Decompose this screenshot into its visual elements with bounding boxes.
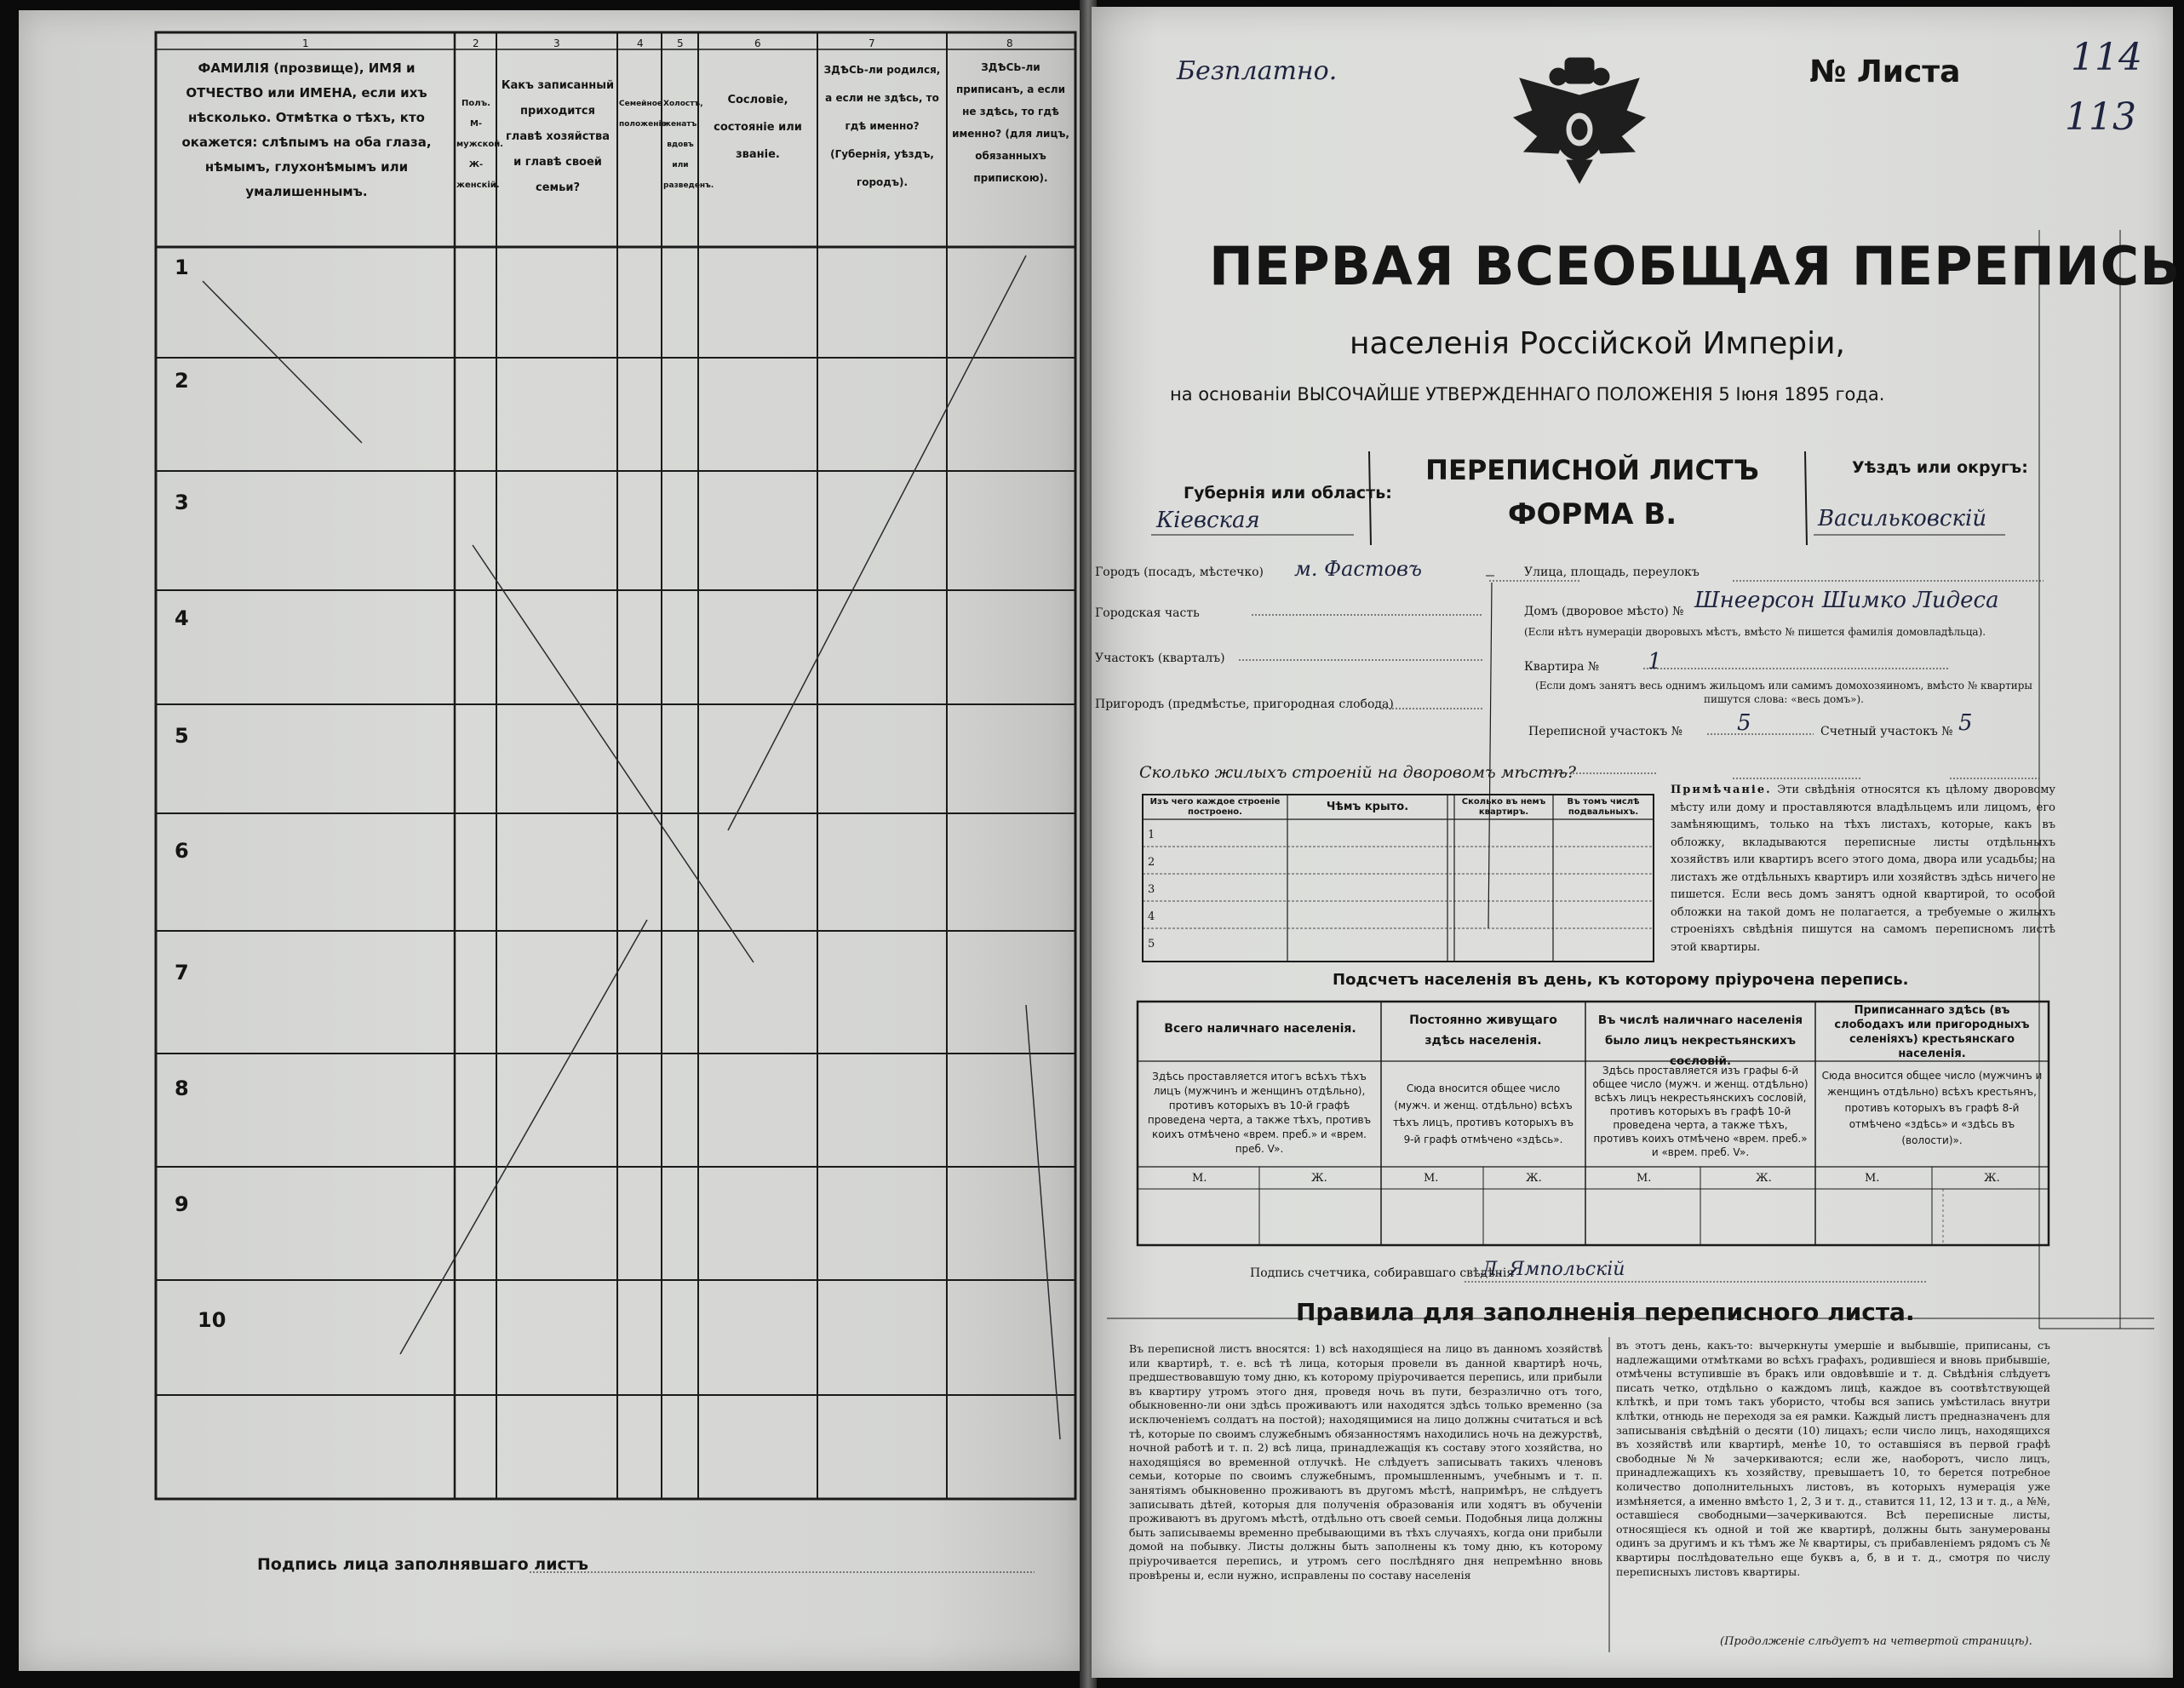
buildings-header-material: Изъ чего каждое строеніе построено. [1149, 797, 1281, 817]
column-number: 2 [473, 37, 479, 49]
column-number: 1 [302, 37, 309, 49]
sheet-number-handwritten: 114 [2071, 36, 2142, 79]
buildings-row-number: 1 [1148, 829, 1155, 841]
row-number: 4 [175, 606, 189, 630]
buildings-row-number: 2 [1148, 856, 1155, 869]
buildings-header-apartments: Сколько въ немъ квартиръ. [1461, 797, 1546, 817]
count-desc-non-peasant: Здѣсь проставляется изъ графы 6-й общее число (мужч. и женщ. отдѣльно) всѣхъ лицъ некрестьянскихъ сословій, противъ которыхъ въ графѣ 10-й проведена черта, а также тѣхъ, противъ коихъ отмѣчено «врем. преб.» и «врем. преб. V». [1592, 1065, 1809, 1158]
buildings-header-basement: Въ томъ числѣ подвальныхъ. [1567, 797, 1640, 817]
signature-label: Подпись лица заполнявшаго листъ [257, 1555, 589, 1574]
col1-header: ФАМИЛІЯ (прозвище), ИМЯ и ОТЧЕСТВО или ИМЕНА, если ихъ нѣсколько. Отмѣтка о тѣхъ, кто окажется: слѣпымъ на оба глаза, нѣмымъ, глухонѣмымъ или умалишеннымъ. [181, 60, 432, 199]
row-number: 6 [175, 839, 189, 863]
buildings-header-roof: Чѣмъ крыто. [1326, 801, 1409, 813]
col2-header: Полъ. М-мужской. Ж-женскій. [456, 99, 504, 190]
col4-header: Семейное положеніе [619, 100, 667, 129]
count-desc-peasant: Сюда вносится общее число (мужчинъ и женщинъ отдѣльно) всѣхъ крестьянъ, противъ которыхъ въ графѣ 8-й отмѣчено «здѣсь» и «здѣсь въ (волости)». [1821, 1070, 2043, 1146]
col8-header: ЗДѢСЬ-ли приписанъ, а если не здѣсь, то гдѣ именно? (для лицъ, обязанныхъ припискою). [952, 61, 1069, 184]
buildings-row-number: 3 [1148, 883, 1155, 896]
row-number: 10 [198, 1308, 226, 1332]
prigorod-label: Пригородъ (предмѣстье, пригородная слобода) [1095, 698, 1394, 711]
col7-header: ЗДѢСЬ-ли родился, а если не здѣсь, то гдѣ именно? (Губернія, уѣздъ, городъ). [823, 64, 941, 188]
col3-header: Какъ записанный приходится главѣ хозяйства и главѣ своей семьи? [501, 79, 615, 194]
column-number: 3 [553, 37, 560, 49]
buildings-question: Сколько жилыхъ строеній на дворовомъ мѣстѣ? [1139, 763, 1576, 782]
row-number: 1 [175, 255, 189, 279]
sheet-number-handwritten-second: 113 [2065, 95, 2136, 139]
column-number: 7 [868, 37, 875, 49]
uezd-value: Васильковскій [1818, 506, 1987, 531]
count-header-permanent: Постоянно живущаго здѣсь населенія. [1409, 1013, 1557, 1048]
count-m-label: М. [1192, 1172, 1207, 1185]
kvartira-value: 1 [1648, 649, 1662, 675]
row-number: 5 [175, 724, 189, 748]
count-title: Подсчетъ населенія въ день, къ которому пріурочена перепись. [1333, 971, 1909, 989]
perepisnoy-uchastok-label: Переписной участокъ № [1528, 725, 1682, 738]
dom-label: Домъ (дворовое мѣсто) № [1524, 605, 1684, 618]
count-header-non-peasant: Въ числѣ наличнаго населенія было лицъ некрестьянскихъ сословій. [1597, 1013, 1803, 1068]
gorod-label: Городъ (посадъ, мѣстечко) [1095, 566, 1264, 579]
count-zh-label: Ж. [1526, 1172, 1542, 1185]
perepisnoy-uchastok-value: 5 [1737, 710, 1751, 736]
row-number: 2 [175, 369, 189, 393]
col6-header: Сословіе, состояніе или званіе. [714, 94, 802, 161]
column-number: 4 [637, 37, 644, 49]
note-text: Эти свѣдѣнія относятся къ цѣлому дворовому мѣсту или дому и проставляются владѣльцемъ или лицомъ, его замѣняющимъ, только на тѣхъ листахъ, которые, какъ въ обложку, вкладываются переписные листы отдѣльныхъ хозяйствъ или квартиръ всего этого дома, двора или усадьбы; на листахъ же отдѣльныхъ квартиръ или хозяйствъ здѣсь ничего не пишется. Если весь домъ занятъ одной квартирой, то особой обложки на такой домъ не полагается, а требуемые о жилыхъ строеніяхъ свѣдѣнія пишутся на самомъ переписномъ листѣ этой квартиры. [1671, 784, 2055, 954]
count-header-peasant: Приписаннаго здѣсь (въ слободахъ или пригородныхъ селеніяхъ) крестьянскаго населенія. [1834, 1004, 2030, 1060]
counter-signature-value: Л. Ямпольскій [1482, 1259, 1625, 1280]
row-number: 8 [175, 1077, 189, 1100]
row-number: 9 [175, 1192, 189, 1216]
uezd-label: Уѣздъ или округъ: [1852, 458, 2028, 477]
rules-column-2: въ этотъ день, какъ-то: вычеркнуты умершіе и выбывшіе, приписаны, съ надлежащими отмѣтками во всѣхъ графахъ, родившіеся и вновь прибывшіе, отмѣчены вступившіе въ бракъ или овдовѣвшіе и т. д. Свѣдѣнія слѣдуетъ писать четко, отдѣльно о каждомъ лицѣ, каждое въ соотвѣтствующей клѣткѣ, и при томъ такъ убористо, чтобы вся запись умѣстилась внутри клѣтки, отнюдь не переходя за ея рамки. Каждый листъ предназначенъ для записыванія свѣдѣній о десяти (10) лицахъ; если число лицъ, находящихся въ хозяйствѣ или квартирѣ, менѣе 10, то оставшіяся въ первой графѣ свободные №№ зачеркиваются; если же, наоборотъ, число лицъ, принадлежащихъ къ хозяйству, превышаетъ 10, то берется потребное количество дополнительныхъ листовъ, въ которыхъ нумерація уже измѣняется, а именно вмѣсто 1, 2, 3 и т. д., ставится 11, 12, 13 и т. д., а №№, оставшіеся свободными—зачеркиваются. Всѣ переписные листы, относящіеся къ одной и той же квартирѣ, должны быть занумерованы одинъ за другимъ и къ тѣмъ же № квартиры, съ прибавленіемъ рядомъ съ № квартиры послѣдовательно еще буквъ а, б, в и т. д., смотря по числу переписныхъ листовъ квартиры. [1616, 1339, 2050, 1578]
form-letter: ФОРМА В. [1507, 497, 1677, 531]
count-header-total: Всего наличнаго населенія. [1164, 1022, 1356, 1036]
count-zh-label: Ж. [1984, 1172, 2000, 1185]
kvartira-note: (Если домъ занятъ весь однимъ жильцомъ или самимъ домохозяиномъ, вмѣсто № квартиры пишутся слова: «весь домъ»). [1535, 680, 2032, 705]
count-desc-total: Здѣсь проставляется итогъ всѣхъ тѣхъ лицъ (мужчинъ и женщинъ отдѣльно), противъ которыхъ въ 10-й графѣ проведена черта, а также тѣхъ, противъ коихъ отмѣчено «врем. преб.» и «врем. преб. V». [1147, 1071, 1372, 1155]
rules-continuation: (Продолженіе слѣдуетъ на четвертой страницѣ). [1720, 1635, 2032, 1648]
page-title: ПЕРВАЯ ВСЕОБЩАЯ ПЕРЕПИСЬ [1209, 235, 2181, 297]
dom-note: (Если нѣтъ нумераціи дворовыхъ мѣстъ, вмѣсто № пишется фамилія домовладѣльца). [1524, 626, 1986, 638]
buildings-row-number: 4 [1148, 910, 1155, 923]
schetny-uchastok-label: Счетный участокъ № [1820, 725, 1953, 738]
sheet-number-label: № Листа [1809, 55, 1961, 89]
count-zh-label: Ж. [1311, 1172, 1327, 1185]
column-number: 5 [677, 37, 684, 49]
count-m-label: М. [1424, 1172, 1439, 1185]
uchastok-label: Участокъ (кварталъ) [1095, 652, 1225, 665]
rules-title: Правила для заполненія переписного листа. [1296, 1298, 1915, 1326]
ulitsa-label: Улица, площадь, переулокъ [1524, 566, 1700, 579]
row-number: 3 [175, 491, 189, 514]
gorod-value: м. Фастовъ [1294, 557, 1422, 581]
buildings-note [1671, 782, 2055, 956]
column-number: 8 [1006, 37, 1013, 49]
count-m-label: М. [1637, 1172, 1652, 1185]
row-number: 7 [175, 961, 189, 985]
count-zh-label: Ж. [1756, 1172, 1772, 1185]
column-number: 6 [754, 37, 761, 49]
col5-header: Холостъ, женатъ, вдовъ или разведенъ. [663, 100, 714, 190]
count-m-label: М. [1865, 1172, 1880, 1185]
kvartira-label: Квартира № [1524, 660, 1600, 674]
page-subtitle: населенія Россійской Имперіи, [1350, 326, 1845, 361]
count-desc-permanent: Сюда вносится общее число (мужч. и женщ. отдѣльно) всѣхъ тѣхъ лицъ, противъ которыхъ въ 9-й графѣ отмѣчено «здѣсь». [1392, 1082, 1574, 1145]
free-label: Безплатно. [1177, 56, 1338, 86]
dom-value: Шнеерсон Шимко Лидеса [1694, 588, 1999, 613]
gorodskaya-chast-label: Городская часть [1095, 606, 1200, 620]
eagle-emblem-icon [1514, 58, 1645, 183]
note-title: Примѣчаніе. [1671, 784, 1772, 796]
buildings-row-number: 5 [1148, 938, 1155, 950]
schetny-uchastok-value: 5 [1958, 710, 1973, 736]
gubernia-label: Губернія или область: [1184, 484, 1392, 502]
form-title: ПЕРЕПИСНОЙ ЛИСТЪ [1425, 454, 1759, 486]
legal-basis: на основаніи ВЫСОЧАЙШЕ УТВЕРЖДЕННАГО ПОЛОЖЕНІЯ 5 Іюня 1895 года. [1170, 384, 1885, 405]
rules-column-1: Въ переписной листъ вносятся: 1) всѣ находящіеся на лицо въ данномъ хозяйствѣ или квартирѣ, т. е. всѣ тѣ лица, которыя провели въ данной квартирѣ ночь, предшествовавшую тому дню, къ которому пріурочивается перепись, или прибыли въ квартиру утромъ этого дня, проведя ночь въ пути, безразлично отъ того, обыкновенно-ли они здѣсь проживаютъ или находятся здѣсь только временно (за исключеніемъ солдатъ на постой); находящимися на лицо должны считаться и всѣ тѣ, которые по своимъ служебнымъ обязанностямъ находились ночь на дежурствѣ, ночной работѣ и т. п. 2) всѣ лица, принадлежащія къ составу этого хозяйства, но находящіяся во временной отлучкѣ. Не слѣдуетъ записывать такихъ членовъ семьи, которые по своимъ служебнымъ, промышленнымъ, учебнымъ и т. п. занятіямъ обыкновенно проживаютъ въ другомъ мѣстѣ, напримѣръ, не слѣдуетъ записывать дѣтей, которыя для полученія образованія или ходятъ въ обученіи проживаютъ въ другомъ мѣстѣ, отдѣльно отъ своей семьи. Подобныя лица должны быть записываемы временно пребывающими въ тѣхъ случаяхъ, когда они прибыли домой на побывку. Листы должны быть заполнены къ тому дню, къ которому пріурочивается перепись, и утромъ сего послѣдняго дня непремѣнно вновь провѣрены и, если нужно, исправлены по составу населенія [1129, 1342, 1602, 1582]
gubernia-value: Кіевская [1156, 508, 1260, 533]
counter-signature-label: Подпись счетчика, собиравшаго свѣдѣнія [1250, 1266, 1515, 1280]
